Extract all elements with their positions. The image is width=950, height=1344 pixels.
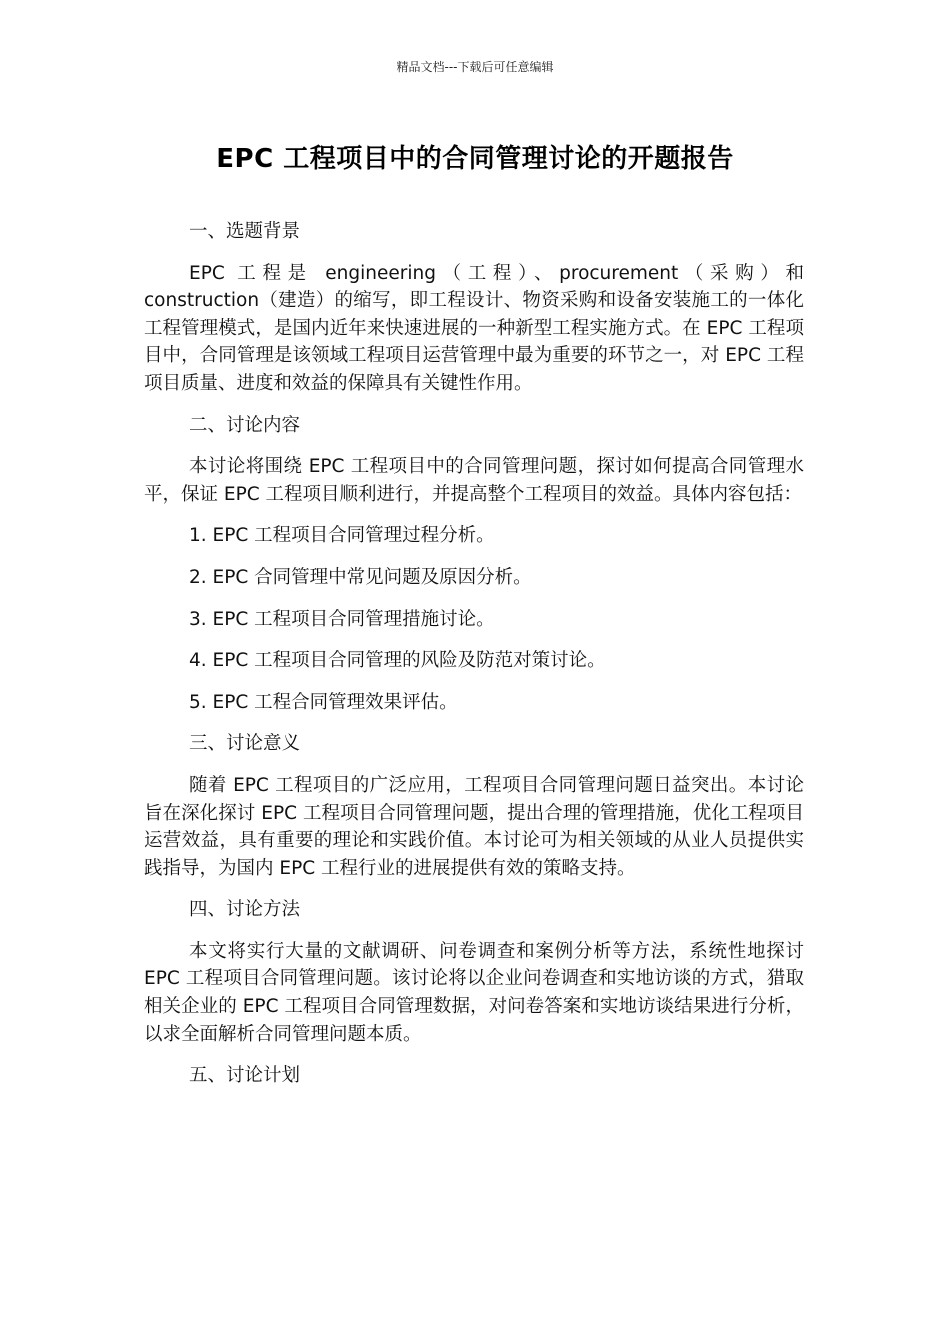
section-body-content: 本讨论将围绕 EPC 工程项目中的合同管理问题，探讨如何提高合同管理水平，保证 EPC 工程项目顺利进行，并提高整个工程项目的效益。具体内容包括： xyxy=(144,456,804,505)
section-heading-methods: 四、讨论方法 xyxy=(189,899,301,921)
document-body xyxy=(144,218,804,1104)
content-list-item: 5. EPC 工程合同管理效果评估。 xyxy=(189,691,458,713)
content-list-item: 1. EPC 工程项目合同管理过程分析。 xyxy=(189,525,495,547)
section-body-significance: 随着 EPC 工程项目的广泛应用，工程项目合同管理问题日益突出。本讨论旨在深化探讨 EPC 工程项目合同管理问题，提出合理的管理措施，优化工程项目运营效益，具有重要的理论和实践价值。本讨论可为相关领域的从业人员提供实践指导，为国内 EPC 工程行业的进展提供有效的策略支持。 xyxy=(144,774,804,879)
section-heading-significance: 三、讨论意义 xyxy=(189,733,301,755)
document-title: EPC 工程项目中的合同管理讨论的开题报告 xyxy=(216,144,734,174)
section-body-background: EPC 工程是 engineering（工程）、procurement（采购）和 construction（建造）的缩写，即工程设计、物资采购和设备安装施工的一体化工程管理模式，是国内近年来快速进展的一种新型工程实施方式。在 EPC 工程项目中，合同管理是该领域工程项目运营管理中最为重要的环节之一，对 EPC 工程项目质量、进度和效益的保障具有关键性作用。 xyxy=(144,262,804,394)
page-header: 精品文档---下载后可任意编辑 xyxy=(396,60,554,74)
section-heading-plan: 五、讨论计划 xyxy=(189,1065,301,1087)
content-list-item: 4. EPC 工程项目合同管理的风险及防范对策讨论。 xyxy=(189,650,606,672)
section-body-methods: 本文将实行大量的文献调研、问卷调查和案例分析等方法，系统性地探讨 EPC 工程项目合同管理问题。该讨论将以企业问卷调查和实地访谈的方式，猎取相关企业的 EPC 工程项目合同管理数据，对问卷答案和实地访谈结果进行分析，以求全面解析合同管理问题本质。 xyxy=(144,940,804,1045)
content-list-item: 3. EPC 工程项目合同管理措施讨论。 xyxy=(189,608,495,630)
section-heading-content: 二、讨论内容 xyxy=(189,414,301,436)
content-list-item: 2. EPC 合同管理中常见问题及原因分析。 xyxy=(189,566,532,588)
section-heading-background: 一、选题背景 xyxy=(189,221,301,242)
